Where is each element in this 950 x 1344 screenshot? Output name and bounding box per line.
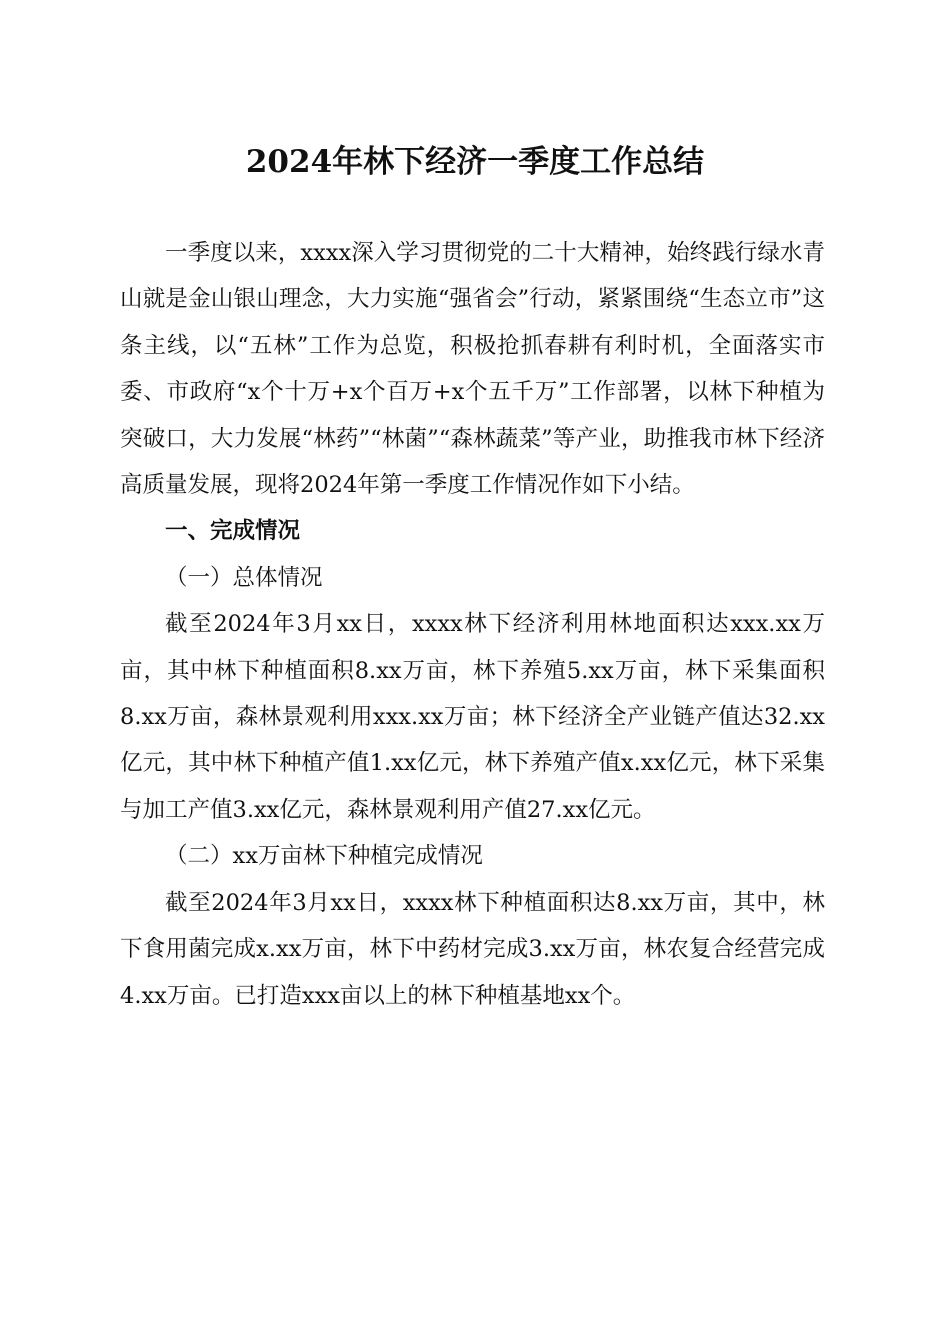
intro-paragraph: 一季度以来，xxxx深入学习贯彻党的二十大精神，始终践行绿水青山就是金山银山理念，大力实施“强省会”行动，紧紧围绕“生态立市”这条主线，以“五林”工作为总览，积极抢抓春耕有利时机，全面落实市委、市政府“x个十万+x个百万+x个五千万”工作部署，以林下种植为突破口，大力发展“林药”“林菌”“森林蔬菜”等产业，助推我市林下经济高质量发展，现将2024年第一季度工作情况作如下小结。 [120,240,825,499]
document-title: 2024年林下经济一季度工作总结 [245,144,705,180]
document-body [120,230,825,1019]
planting-paragraph: 截至2024年3月xx日，xxxx林下种植面积达8.xx万亩，其中，林下食用菌完成x.xx万亩，林下中药材完成3.xx万亩，林农复合经营完成4.xx万亩。已打造xxx亩以上的林下种植基地xx个。 [120,889,825,1009]
subsection-heading-planting: （二）xx万亩林下种植完成情况 [165,843,483,870]
section-heading-completion: 一、完成情况 [165,518,301,545]
subsection-heading-overall: （一）总体情况 [165,564,323,591]
overall-paragraph: 截至2024年3月xx日，xxxx林下经济利用林地面积达xxx.xx万亩，其中林下种植面积8.xx万亩，林下养殖5.xx万亩，林下采集面积8.xx万亩，森林景观利用xxx.xx万亩；林下经济全产业链产值达32.xx亿元，其中林下种植产值1.xx亿元，林下养殖产值x.xx亿元，林下采集与加工产值3.xx亿元，森林景观利用产值27.xx亿元。 [120,611,825,823]
